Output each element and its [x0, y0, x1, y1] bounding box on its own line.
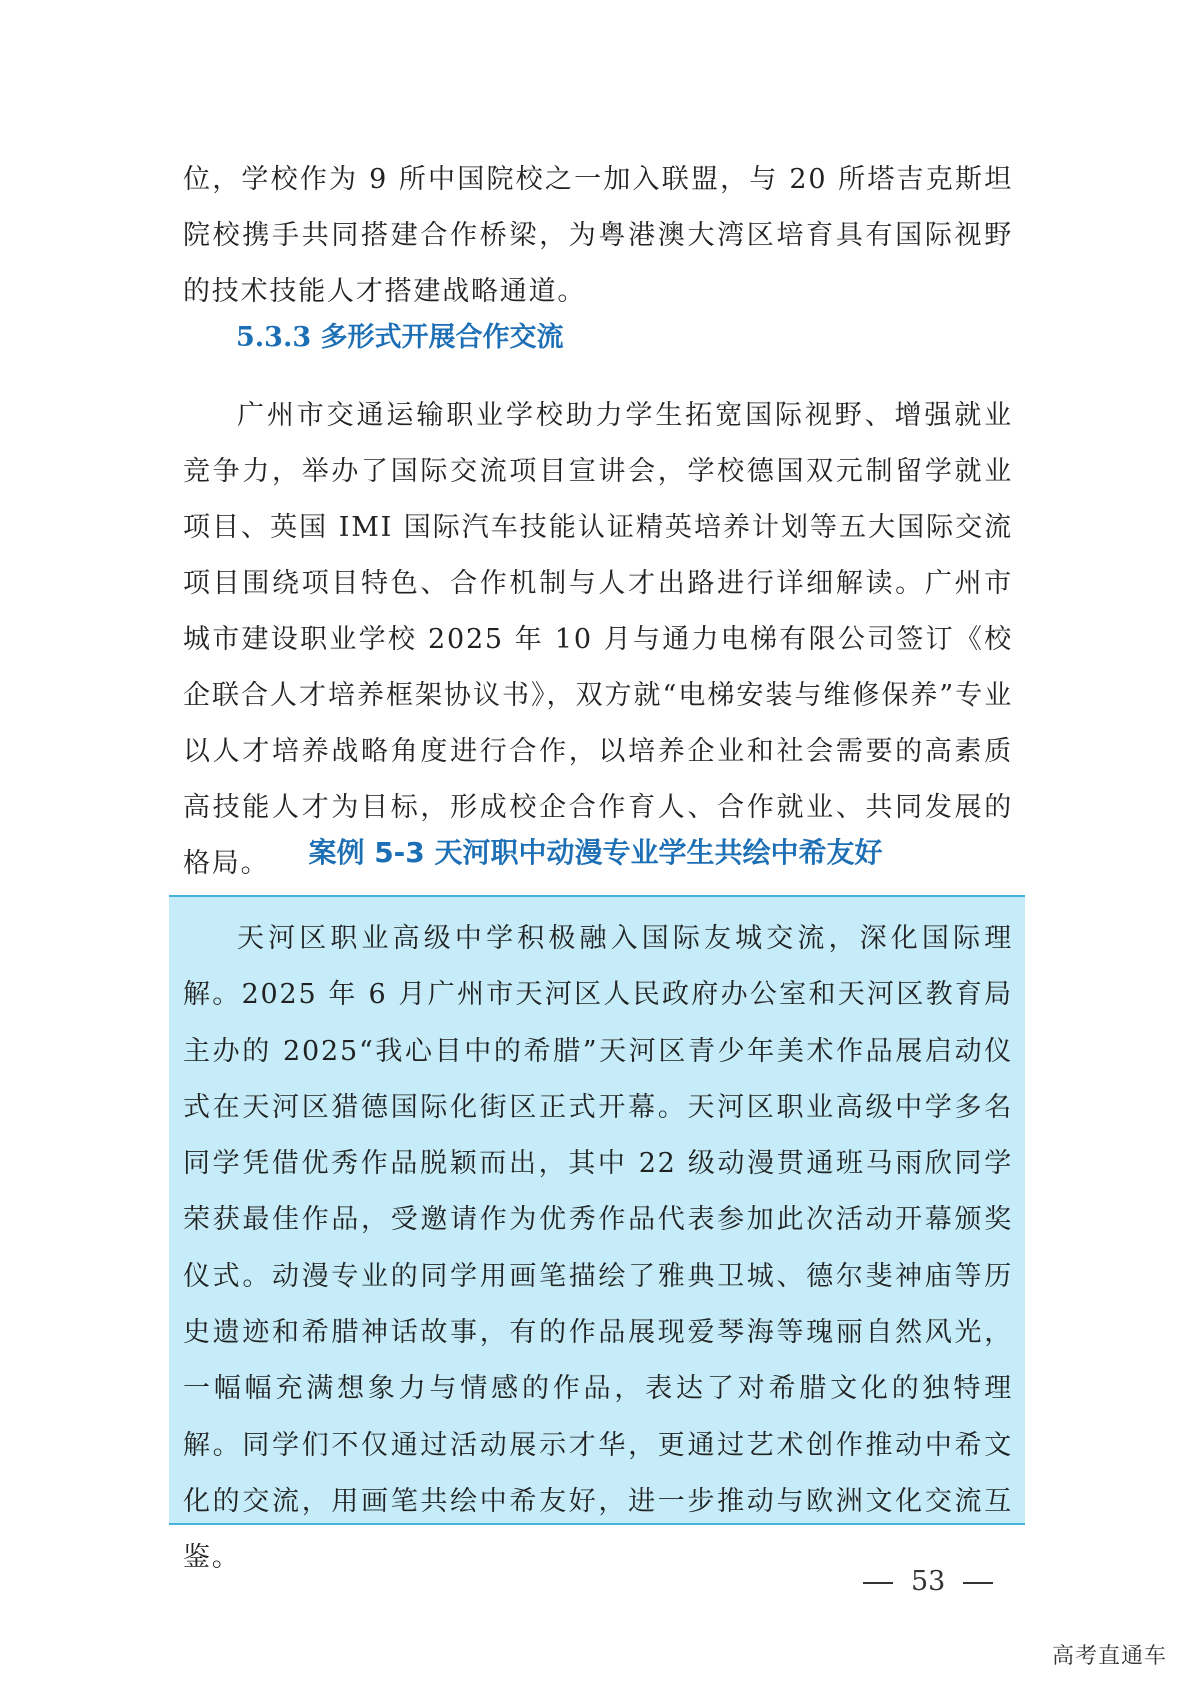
page-number-value: 53	[911, 1566, 946, 1597]
case-box	[169, 895, 1025, 1574]
case-title: 案例 5-3 天河职中动漫专业学生共绘中希友好	[308, 836, 883, 869]
watermark: 高考直通车	[1051, 1644, 1167, 1669]
section-paragraph: 广州市交通运输职业学校助力学生拓宽国际视野、增强就业竞争力，举办了国际交流项目宣讲会，学校德国双元制留学就业项目、英国 IMI 国际汽车技能认证精英培养计划等五大国际交流项目围绕项目特色、合作机制与人才出路进行详细解读。广州市城市建设职业学校 2025 年 10 月与通力电梯有限公司签订《校企联合人才培养框架协议书》，双方就“电梯安装与维修保养”专业以人才培养战略角度进行合作，以培养企业和社会需要的高素质高技能人才为目标，形成校企合作育人、合作就业、共同发展的格局。	[183, 400, 1013, 879]
page-number-dash-right	[963, 1582, 993, 1584]
case-paragraph: 天河区职业高级中学积极融入国际友城交流，深化国际理解。2025 年 6 月广州市天河区人民政府办公室和天河区教育局主办的 2025“我心目中的希腊”天河区青少年美术作品展启动仪式在天河区猎德国际化街区正式开幕。天河区职业高级中学多名同学凭借优秀作品脱颖而出，其中 22 级动漫贯通班马雨欣同学荣获最佳作品，受邀请作为优秀作品代表参加此次活动开幕颁奖仪式。动漫专业的同学用画笔描绘了雅典卫城、德尔斐神庙等历史遗迹和希腊神话故事，有的作品展现爱琴海等瑰丽自然风光，一幅幅充满想象力与情感的作品，表达了对希腊文化的独特理解。同学们不仅通过活动展示才华，更通过艺术创作推动中希文化的交流，用画笔共绘中希友好，进一步推动与欧洲文化交流互鉴。	[183, 923, 1013, 1574]
continued-paragraph: 位，学校作为 9 所中国院校之一加入联盟，与 20 所塔吉克斯坦院校携手共同搭建合作桥梁，为粤港澳大湾区培育具有国际视野的技术技能人才搭建战略通道。	[183, 164, 1013, 307]
section-heading: 5.3.3 多形式开展合作交流	[236, 322, 564, 353]
page-number-dash-left	[863, 1582, 893, 1584]
page-number	[845, 1562, 1011, 1602]
